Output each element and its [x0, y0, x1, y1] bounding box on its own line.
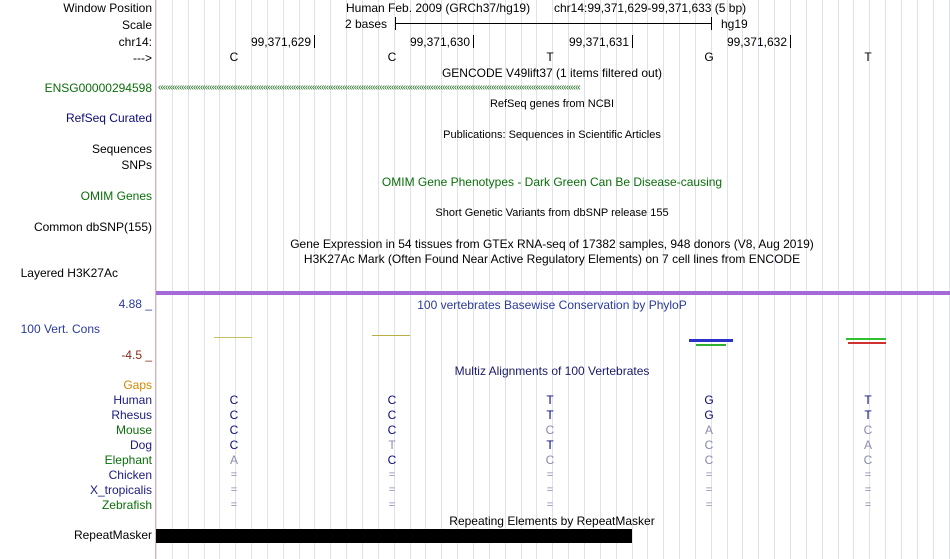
refseq-title: RefSeq genes from NCBI [489, 98, 615, 110]
alignment-base: C [387, 423, 397, 437]
alignment-base: C [387, 393, 397, 407]
alignment-base: G [704, 393, 714, 407]
multiz-title: Multiz Alignments of 100 Vertebrates [454, 364, 650, 378]
species-label[interactable]: Dog [129, 438, 152, 452]
alignment-base: A [229, 453, 238, 467]
alignment-base: = [230, 469, 238, 481]
omim-title: OMIM Gene Phenotypes - Dark Green Can Be Disease-causing [381, 175, 723, 189]
sequences-label[interactable]: Sequences [91, 142, 152, 156]
scale-bar-right-end [711, 17, 712, 30]
alignment-base: C [229, 408, 239, 422]
gaps-label[interactable]: Gaps [123, 378, 152, 392]
cons-label[interactable]: 100 Vert. Cons [20, 322, 100, 336]
alignment-base: C [387, 453, 397, 467]
position-label: 99,371,632 [726, 35, 787, 49]
alignment-base: T [864, 408, 872, 422]
species-label[interactable]: Elephant [104, 453, 152, 467]
alignment-base: = [546, 484, 554, 496]
species-label[interactable]: Chicken [108, 468, 152, 482]
alignment-base: = [388, 499, 396, 511]
alignment-base: T [864, 393, 872, 407]
gencode-item-label[interactable]: ENSG00000294598 [44, 81, 152, 95]
repeatmasker-title: Repeating Elements by RepeatMasker [449, 514, 655, 528]
position-tick [473, 35, 474, 48]
cons-score-mark [848, 342, 886, 344]
cons-score-mark [696, 344, 726, 346]
position-tick [632, 35, 633, 48]
alignment-base: = [705, 469, 713, 481]
coordinates-value[interactable]: chr14:99,371,629-99,371,633 (5 bp) [554, 1, 747, 15]
h3k27ac-title: H3K27Ac Mark (Often Found Near Active Regulatory Elements) on 7 cell lines from ENCODE [303, 252, 801, 266]
reference-base: C [387, 50, 397, 64]
alignment-base: = [388, 469, 396, 481]
repeatmasker-label[interactable]: RepeatMasker [73, 528, 152, 542]
window-position-value: Human Feb. 2009 (GRCh37/hg19) [346, 1, 531, 15]
reference-base: G [704, 50, 714, 64]
species-label[interactable]: Mouse [115, 423, 152, 437]
reference-base: C [229, 50, 239, 64]
alignment-base: T [546, 438, 554, 452]
publications-title: Publications: Sequences in Scientific Articles [443, 129, 661, 141]
position-tick [314, 35, 315, 48]
alignment-base: C [229, 393, 239, 407]
cons-score-mark [372, 335, 410, 336]
alignment-base: = [705, 499, 713, 511]
reference-base: T [864, 50, 872, 64]
alignment-base: C [863, 423, 873, 437]
alignment-base: = [230, 484, 238, 496]
position-tick [790, 35, 791, 48]
alignment-base: C [545, 453, 555, 467]
alignment-base: T [546, 408, 554, 422]
gencode-title: GENCODE V49lift37 (1 items filtered out) [441, 66, 663, 80]
window-position-label: Window Position [63, 1, 152, 15]
track-area[interactable] [156, 0, 950, 559]
alignment-base: A [863, 438, 872, 452]
cons-score-mark [846, 338, 886, 340]
alignment-base: C [229, 438, 239, 452]
species-label[interactable]: Zebrafish [101, 498, 152, 512]
h3k27ac-signal-bar[interactable] [156, 291, 950, 295]
cons-score-mark [689, 339, 733, 342]
alignment-base: C [704, 438, 714, 452]
scale-bar-left-end [395, 17, 396, 30]
alignment-base: C [704, 453, 714, 467]
alignment-base: C [545, 423, 555, 437]
alignment-base: = [864, 484, 872, 496]
dbsnp-title: Short Genetic Variants from dbSNP release 155 [435, 207, 669, 219]
h3k27ac-label[interactable]: Layered H3K27Ac [20, 266, 118, 280]
position-label: 99,371,631 [568, 35, 629, 49]
alignment-base: = [864, 499, 872, 511]
chrom-label: chr14: [118, 35, 152, 49]
species-label[interactable]: X_tropicalis [89, 483, 152, 497]
scale-bar [395, 23, 711, 24]
alignment-base: = [230, 499, 238, 511]
alignment-base: = [546, 469, 554, 481]
track-label-column [0, 0, 155, 559]
scale-value: 2 bases [345, 17, 388, 31]
alignment-base: = [388, 484, 396, 496]
alignment-base: G [704, 408, 714, 422]
scale-label: Scale [121, 18, 152, 32]
cons-max-label: 4.88 _ [118, 297, 152, 311]
position-label: 99,371,630 [409, 35, 470, 49]
repeatmasker-element[interactable] [156, 529, 632, 543]
cons-min-label: -4.5 _ [121, 348, 152, 362]
cons-score-mark [214, 337, 252, 338]
conservation-title: 100 vertebrates Basewise Conservation by PhyloP [417, 298, 687, 312]
alignment-base: T [388, 438, 396, 452]
omim-label[interactable]: OMIM Genes [80, 189, 152, 203]
alignment-base: T [546, 393, 554, 407]
refseq-label[interactable]: RefSeq Curated [65, 111, 152, 125]
dbsnp-label[interactable]: Common dbSNP(155) [33, 220, 152, 234]
strand-label: ---> [133, 51, 152, 65]
alignment-base: C [229, 423, 239, 437]
alignment-base: = [705, 484, 713, 496]
alignment-base: = [546, 499, 554, 511]
species-label[interactable]: Rhesus [111, 408, 152, 422]
alignment-base: C [863, 453, 873, 467]
alignment-base: = [864, 469, 872, 481]
position-label: 99,371,629 [250, 35, 311, 49]
assembly-label: hg19 [721, 17, 748, 31]
alignment-base: C [387, 408, 397, 422]
gencode-gene-feature[interactable]: ‹‹‹‹‹‹‹‹‹‹‹‹‹‹‹‹‹‹‹‹‹‹‹‹‹‹‹‹‹‹‹‹‹‹‹‹‹‹‹‹‹‹‹‹‹‹‹‹‹‹‹‹‹‹‹‹‹‹‹‹‹‹‹‹‹‹‹‹‹‹‹‹‹‹‹‹‹‹‹‹‹‹‹‹‹‹‹‹‹‹‹‹‹‹‹‹‹‹‹‹‹‹‹‹‹‹‹‹‹‹‹‹‹‹‹‹‹‹‹‹‹‹‹‹‹‹‹‹‹‹‹‹‹‹‹‹‹‹‹‹‹‹‹‹‹‹‹‹‹‹‹‹‹‹‹‹‹‹‹‹‹‹‹‹‹‹‹‹‹‹‹‹‹‹‹‹‹‹‹‹‹ [158, 82, 580, 93]
species-label[interactable]: Human [113, 393, 152, 407]
reference-base: T [546, 50, 554, 64]
snps-label[interactable]: SNPs [121, 158, 152, 172]
gtex-title: Gene Expression in 54 tissues from GTEx RNA-seq of 17382 samples, 948 donors (V8, Aug 2019) [290, 237, 814, 251]
alignment-base: A [704, 423, 713, 437]
